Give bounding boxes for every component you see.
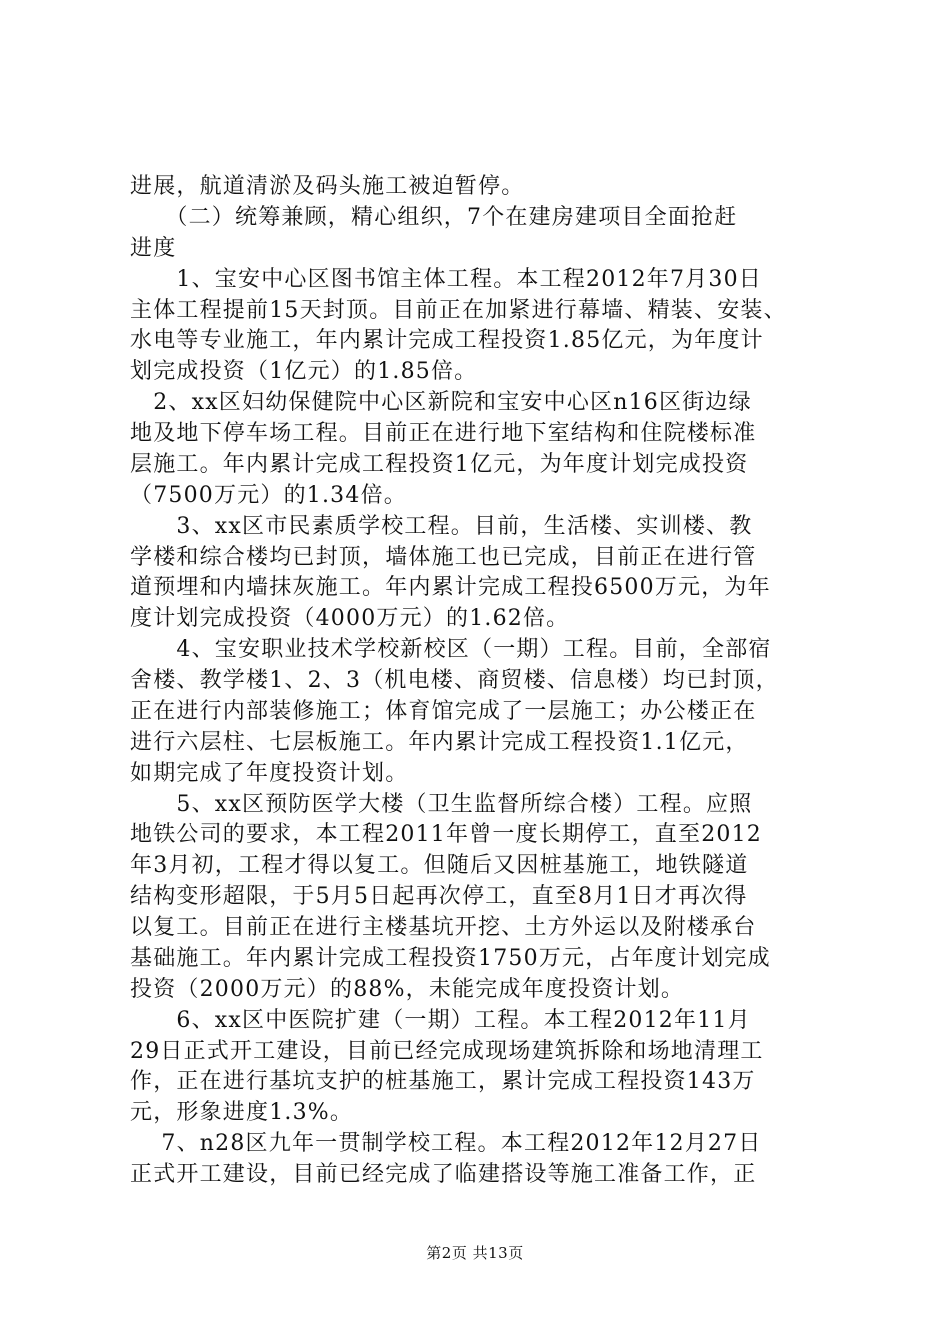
text-line: 29日正式开工建设，目前已经完成现场建筑拆除和场地清理工 xyxy=(130,1039,764,1064)
text-line: 进展，航道清淤及码头施工被迫暂停。 xyxy=(130,174,525,199)
text-line: 层施工。年内累计完成工程投资1亿元，为年度计划完成投资 xyxy=(130,452,749,477)
text-line: 主体工程提前15天封顶。目前正在加紧进行幕墙、精装、安装、 xyxy=(130,298,787,323)
text-line: 5、xx区预防医学大楼（卫生监督所综合楼）工程。应照 xyxy=(130,792,753,817)
text-line: 6、xx区中医院扩建（一期）工程。本工程2012年11月 xyxy=(130,1008,751,1033)
text-line: 4、宝安职业技术学校新校区（一期）工程。目前，全部宿 xyxy=(130,637,772,662)
text-line: 水电等专业施工，年内累计完成工程投资1.85亿元，为年度计 xyxy=(130,328,764,353)
text-line: 元，形象进度1.3%。 xyxy=(130,1100,354,1125)
text-line: 舍楼、教学楼1、2、3（机电楼、商贸楼、信息楼）均已封顶， xyxy=(130,668,779,693)
text-line: 进行六层柱、七层板施工。年内累计完成工程投资1.1亿元， xyxy=(130,730,749,755)
text-line: 1、宝安中心区图书馆主体工程。本工程2012年7月30日 xyxy=(130,267,762,292)
text-line: 投资（2000万元）的88%，未能完成年度投资计划。 xyxy=(130,977,685,1002)
text-line: 如期完成了年度投资计划。 xyxy=(130,761,409,786)
text-line: 以复工。目前正在进行主楼基坑开挖、土方外运以及附楼承台 xyxy=(130,915,757,940)
text-line: 划完成投资（1亿元）的1.85倍。 xyxy=(130,359,478,384)
text-line: 7、n28区九年一贯制学校工程。本工程2012年12月27日 xyxy=(130,1131,762,1156)
text-line: 地及地下停车场工程。目前正在进行地下室结构和住院楼标准 xyxy=(130,421,757,446)
text-line: 结构变形超限，于5月5日起再次停工，直至8月1日才再次得 xyxy=(130,884,748,909)
text-line: 度计划完成投资（4000万元）的1.62倍。 xyxy=(130,606,570,631)
text-line: 地铁公司的要求，本工程2011年曾一度长期停工，直至2012 xyxy=(130,822,762,847)
text-line: 3、xx区市民素质学校工程。目前，生活楼、实训楼、教 xyxy=(130,514,753,539)
text-line: 2、xx区妇幼保健院中心区新院和宝安中心区n16区街边绿 xyxy=(130,390,752,415)
text-line: 年3月初，工程才得以复工。但随后又因桩基施工，地铁隧道 xyxy=(130,853,749,878)
text-line: 道预埋和内墙抹灰施工。年内累计完成工程投6500万元，为年 xyxy=(130,575,771,600)
text-line: （7500万元）的1.34倍。 xyxy=(130,483,407,508)
text-line: 基础施工。年内累计完成工程投资1750万元，占年度计划完成 xyxy=(130,946,771,971)
section-heading-line: 进度 xyxy=(130,236,177,261)
text-line: 正式开工建设，目前已经完成了临建搭设等施工准备工作，正 xyxy=(130,1162,757,1187)
text-line: 学楼和综合楼均已封顶，墙体施工也已完成，目前正在进行管 xyxy=(130,545,757,570)
text-line: 作，正在进行基坑支护的桩基施工，累计完成工程投资143万 xyxy=(130,1069,756,1094)
section-heading-line: （二）统筹兼顾，精心组织，7个在建房建项目全面抢赶 xyxy=(130,205,738,230)
page-footer: 第2页 共13页 xyxy=(426,1244,524,1262)
text-line: 正在进行内部装修施工；体育馆完成了一层施工；办公楼正在 xyxy=(130,699,757,724)
